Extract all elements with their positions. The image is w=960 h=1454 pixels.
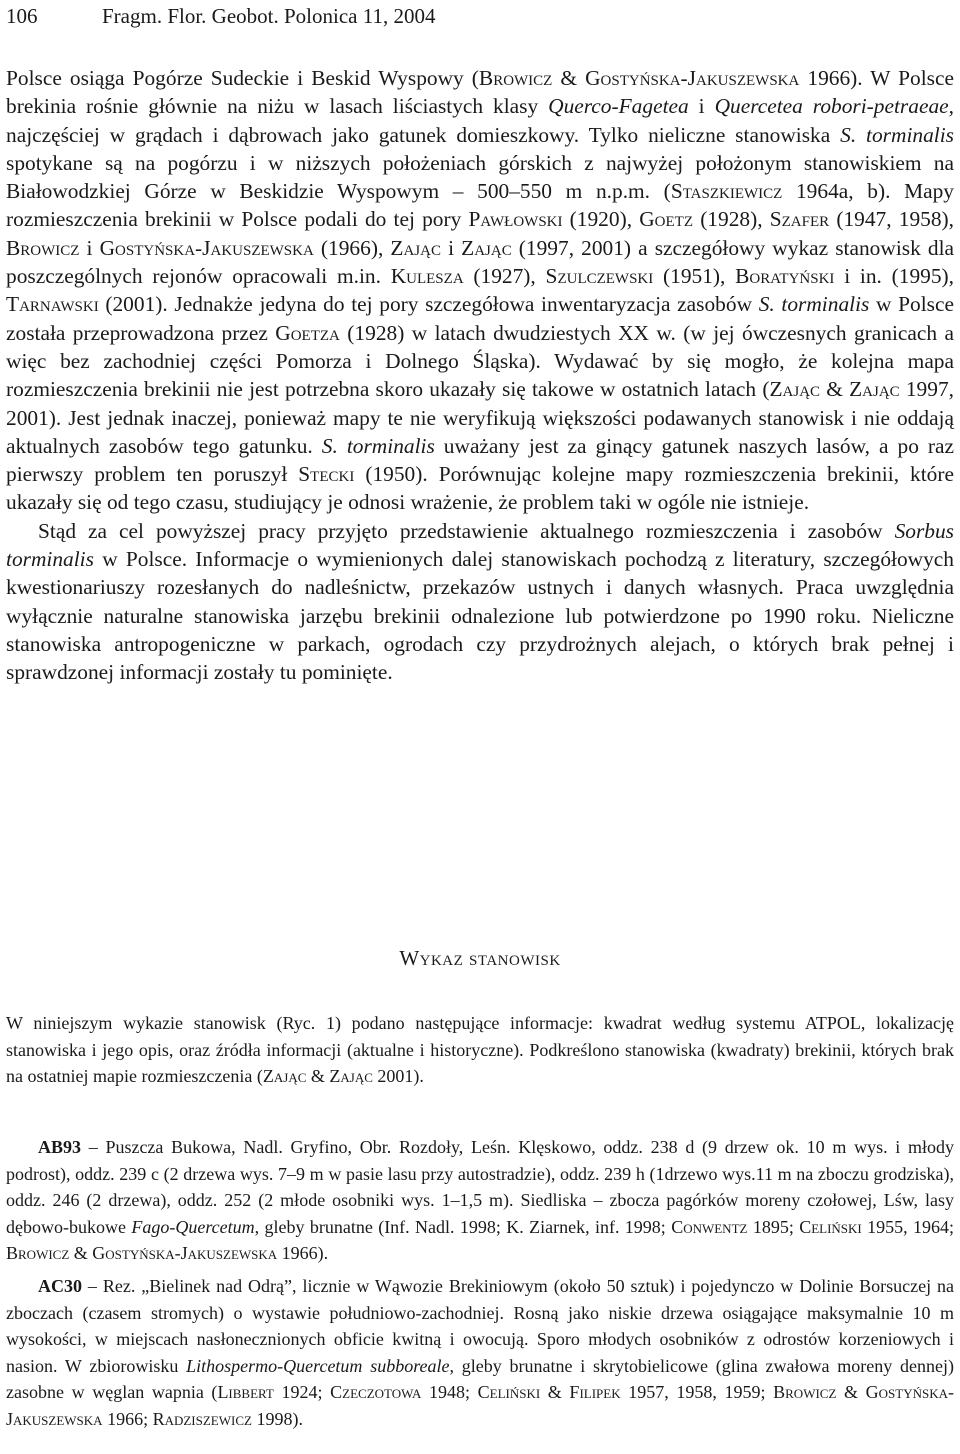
author-name: Celiński & Filipek	[477, 1382, 621, 1403]
text-run: – Puszcza Bukowa, Nadl. Gryfino, Obr. Rozdoły, Leśn. Klęskowo, oddz. 238 d (9 drzew ok. 10 m wys. i młody podrost), oddz. 239 c (2 drzewa wys. 7–9 m w pasie lasu przy autostradzie), oddz. 239 h (1drzewo wys.11 m na zboczu grodziska), oddz. 246 (2 drzewa), oddz. 252 (2 młode osobniki wys. 1–1,5 m). Siedliska – zbocza pagórków moreny czołowej, Lśw, lasy dębowo-bukowe	[6, 1137, 954, 1237]
taxon-name: Quercetea robori-petraeae	[714, 94, 949, 119]
taxon-name: Lithospermo-Quercetum subboreale	[186, 1355, 450, 1376]
text-run: W niniejszym wykazie stanowisk (Ryc. 1) podano następujące informacje: kwadrat według systemu ATPOL, lokalizację stanowiska i jego opis, oraz źródła informacji (aktualne i historyczne). Podkreślono stanowiska (kwadraty) brekinii, których brak na ostatniej mapie rozmieszczenia (	[6, 1013, 954, 1087]
text-run: 1948;	[421, 1382, 478, 1403]
author-name: Tarnawski	[6, 292, 99, 317]
list-introduction-text	[6, 1010, 954, 1090]
text-run: i	[688, 94, 715, 119]
text-run: 1955, 1964;	[861, 1216, 954, 1237]
paragraph-distribution-history	[6, 64, 954, 517]
running-head	[6, 2, 954, 30]
text-run: 1966;	[102, 1408, 153, 1429]
text-run: 1966).	[277, 1243, 329, 1264]
taxon-name: Querco-Fagetea	[548, 94, 689, 119]
author-name: Celiński	[799, 1216, 862, 1237]
author-name: Libbert	[217, 1382, 274, 1403]
author-name: Conwentz	[671, 1216, 748, 1237]
author-name: Browicz & Gostyńska-Jakuszewska	[478, 66, 800, 90]
text-run: i	[440, 235, 462, 260]
text-run: (1928) w latach dwudziestych XX w. (w jej ówczesnych granicach a więc bez zachodniej części Pomorza i Dolnego Śląska). Wydawać by się mogło, że kolejna mapa rozmieszczenia brekinii nie jest potrzebna skoro ukazały się takowe w ostatnich latach (	[6, 320, 955, 402]
text-run: w Polsce została przeprowadzona przez	[6, 292, 954, 345]
atpol-square-code: AB93	[38, 1137, 82, 1157]
text-run: i in. (1995),	[834, 264, 954, 289]
author-name: Zając	[390, 235, 441, 260]
taxon-name: S. torminalis	[321, 433, 435, 458]
text-run: (1966),	[313, 235, 391, 260]
taxon-name: Sorbus torminalis	[6, 518, 954, 572]
text-run: 1957, 1958, 1959;	[620, 1382, 774, 1403]
page-number: 106	[6, 4, 38, 28]
text-run: Polsce osiąga Pogórze Sudeckie i Beskid Wyspowy (	[6, 66, 479, 90]
text-run: i	[79, 235, 100, 260]
text-run: (1927),	[463, 264, 546, 289]
text-run: 2001).	[372, 1066, 424, 1087]
text-run: (2001). Jednakże jedyna do tej pory szczegółowa inwentaryzacja zasobów	[98, 292, 759, 317]
text-run: spotykane są na pogórzu i w niższych położeniach górskich z najwyżej położonym stanowiskiem na Białowodzkiej Górze w Beskidzie Wyspowym – 500–550 m n.p.m. (	[6, 150, 954, 204]
author-name: Kulesza	[390, 264, 464, 289]
author-name: Goetza	[275, 320, 340, 345]
text-run: 1895;	[747, 1216, 800, 1237]
locality-entry-ab93	[6, 1134, 954, 1267]
text-run: 1998).	[251, 1408, 303, 1429]
author-name: Zając	[461, 235, 512, 260]
author-name: Browicz & Gostyńska-Jakuszewska	[6, 1382, 954, 1429]
locality-list	[6, 1134, 954, 1433]
text-run: 1964a, b). Mapy rozmieszczenia brekinii w Polsce podali do tej pory	[6, 179, 954, 232]
section-heading: Wykaz stanowisk	[399, 946, 561, 970]
paragraph-study-aim	[6, 517, 954, 687]
author-name: Browicz & Gostyńska-Jakuszewska	[6, 1243, 278, 1264]
text-run: uważany jest za ginący gatunek naszych lasów, a po raz pierwszy problem ten poruszył	[6, 433, 954, 487]
text-run: 1997, 2001). Jest jednak inaczej, ponieważ mapy te nie weryfikują większości podawanych stanowisk i nie oddają aktualnych zasobów tego gatunku.	[6, 377, 954, 458]
text-run: (1947, 1958),	[829, 207, 955, 232]
text-run: 1966). W Polsce brekinia rośnie głównie na niżu w lasach liściastych klasy	[6, 66, 954, 119]
author-name: Zając & Zając	[262, 1066, 373, 1087]
author-name: Zając & Zając	[769, 377, 900, 402]
author-name: Radziszewicz	[152, 1408, 252, 1429]
locality-entry-ac30	[6, 1273, 954, 1433]
taxon-name: Fago-Quercetum	[131, 1216, 255, 1237]
author-name: Czeczotowa	[330, 1382, 422, 1403]
text-run: , gleby brunatne (Inf. Nadl. 1998; K. Ziarnek, inf. 1998;	[254, 1216, 672, 1237]
text-run: 1924;	[273, 1382, 331, 1403]
text-run: , najczęściej w grądach i dąbrowach jako gatunek domieszkowy. Tylko nieliczne stanowiska	[6, 94, 954, 147]
text-run: , gleby brunatne i skrytobielicowe (glina zwałowa moreny dennej) zasobne w węglan wapnia (	[6, 1355, 954, 1403]
text-run: (1928),	[693, 207, 770, 232]
text-run: (1920),	[562, 207, 640, 232]
text-run: (1997, 2001) a szczegółowy wykaz stanowisk dla poszczególnych rejonów opracowali m.in.	[6, 235, 955, 289]
author-name: Boratyński	[735, 264, 835, 289]
author-name: Szulczewski	[545, 264, 654, 289]
list-introduction	[6, 1010, 954, 1090]
author-name: Goetz	[639, 207, 694, 232]
text-run: (1950). Porównując kolejne mapy rozmieszczenia brekinii, które ukazały się od tego czasu, studiujący je odnosi wrażenie, że problem taki w ogóle nie istnieje.	[6, 462, 954, 515]
author-name: Staszkiewicz	[670, 179, 783, 204]
text-run: (1951),	[653, 264, 736, 289]
taxon-name: S. torminalis	[840, 122, 954, 147]
atpol-square-code: AC30	[38, 1275, 82, 1296]
text-run: Stąd za cel powyższej pracy przyjęto przedstawienie aktualnego rozmieszczenia i zasobów	[38, 518, 895, 543]
author-name: Browicz	[6, 235, 80, 260]
journal-citation: Fragm. Flor. Geobot. Polonica 11, 2004	[102, 4, 436, 28]
author-name: Szafer	[769, 207, 830, 232]
author-name: Pawłowski	[468, 207, 563, 232]
text-run: w Polsce. Informacje o wymienionych dalej stanowiskach pochodzą z literatury, szczegółowych kwestionariuszy rozesłanych do nadleśnictw, przekazów ustnych i danych własnych. Praca uwzględnia wyłącznie naturalne stanowiska jarzębu brekinii odnalezione lub potwierdzone po 1990 roku. Nieliczne stanowiska antropogeniczne w parkach, ogrodach czy przydrożnych alejach, o których brak pełnej i sprawdzonej informacji zostały tu pominięte.	[6, 547, 954, 685]
text-run: – Rez. „Bielinek nad Odrą”, licznie w Wąwozie Brekiniowym (około 50 sztuk) i pojedynczo w Dolinie Borsuczej na zboczach (czasem stromych) o wystawie południowo-zachodniej. Rosną jako niskie drzewa osiągające maksymalnie 10 m wysokości, w miejscach nasłonecznionych obficie kwitną i owocują. Sporo młodych osobników z odrostów korzeniowych i nasion. W zbiorowisku	[6, 1275, 954, 1376]
author-name: Gostyńska-Jakuszewska	[99, 235, 314, 260]
author-name: Stecki	[298, 462, 355, 487]
taxon-name: S. torminalis	[758, 292, 870, 317]
body-text	[6, 64, 954, 687]
